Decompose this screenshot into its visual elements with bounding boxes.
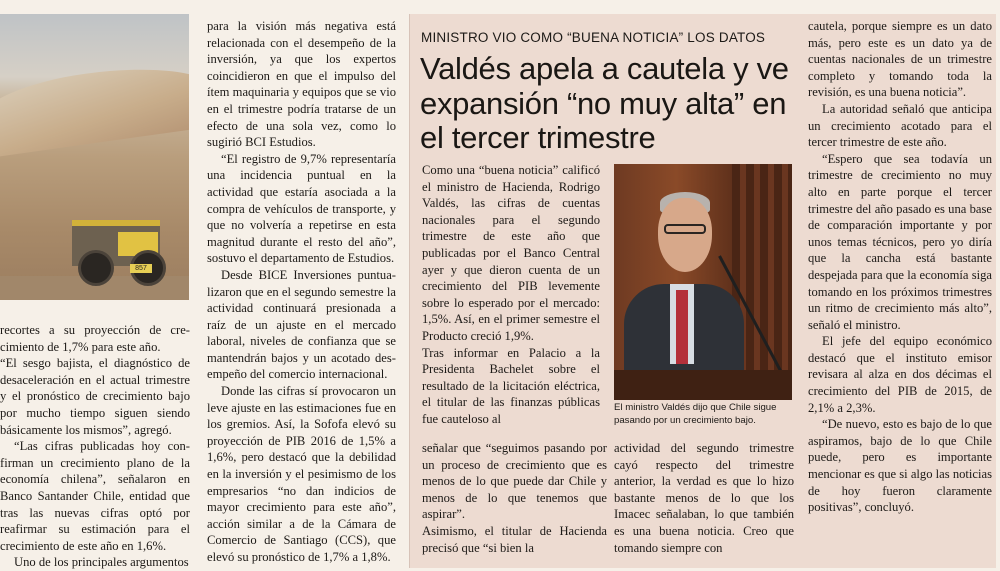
paragraph: “El sesgo bajista, el diagnóstico de desaceleración en el actual trimestre y el pronóstico de crecimiento bajo por mucho tiempo siguen siendo básicamente los mismos”, agregó. [0, 356, 190, 437]
minister-tie [676, 290, 688, 364]
right-article-column-3 [808, 18, 992, 516]
paragraph: cautela, porque siempre es un dato más, pero este es un dato ya de cuentas nacionales de un trimestre completo y tomando toda la revisión, es una buena noticia”. [808, 19, 992, 100]
desk [614, 370, 792, 400]
left-article-column-2 [207, 18, 396, 566]
minister-face [658, 198, 712, 272]
paragraph: Donde las cifras sí provocaron un leve ajuste en las estimaciones fue en los gremios. Así, la Sofofa elevó su proyección de PIB 2016 de 1,5% a 1,6%, pero destacó que la debilidad en la inversión y el pesimismo de los empresarios “no dan indicios de mayor crecimiento para este año”, acción similar a de la Cámara de Comercio de Santiago (CCS), que elevó su pronóstico de 1,7% a 1,8%. [207, 384, 396, 564]
mine-pit-slope [0, 56, 189, 159]
right-article-column-1-bottom [422, 440, 607, 556]
mine-truck-photo [0, 14, 189, 300]
paragraph: “Espero que sea todavía un trimestre de crecimiento no muy alto en parte porque el tercer trimestre del año pasado es una base de comparación importante y por unos temas técnicos, pero yo diría que la cancha está bastante despejada para que la economía siga tomando en los próximos trimestres un ritmo de crecimiento más alto”, señaló el ministro. [808, 151, 992, 332]
paragraph: para la visión más negativa está relacionada con el desempeño de la inversión, ya que los expertos coincidieron en que el impulso del ítem maquinaria y equipos que se vio en el trimestre podría tratarse de un efecto de una sola vez, como lo sugirió BCI Estudios. [207, 19, 396, 150]
minister-glasses [664, 224, 706, 234]
right-article-column-2 [614, 440, 794, 556]
paragraph: “De nuevo, esto es bajo de lo que aspiramos, bajo de lo que Chile puede, pero es importante mencionar es que si algo las noticias de hoy fueron claramente positivas”, concluyó. [808, 417, 992, 515]
truck-number-plate: 857 [130, 264, 152, 273]
article-kicker: MINISTRO VIO COMO “BUENA NOTICIA” LOS DATOS [421, 30, 766, 45]
paragraph: actividad del segundo trimestre cayó respecto del trimestre anterior, la verdad es que lo hizo bastante menos de lo que los Imacec señalaban, lo que también es una buena noticia. Creo que tomando siempre con [614, 441, 794, 555]
right-article-column-1 [422, 162, 600, 428]
paragraph: “Las cifras publicadas hoy confirman un crecimiento plano de la economía chilena”, señalaron en Banco Santander Chile, entidad que tras las nuevas cifras optó por reafirmar su estimación para el crecimiento de este año en 1,6%. [0, 439, 190, 553]
paragraph: Tras informar en Palacio a la Presidenta Bachelet sobre el resultado de la licitación eléctrica, el titular de las finanzas públicas fue cauteloso al [422, 345, 600, 426]
article-headline: Valdés apela a cautela y ve expansión “no muy alta” en el tercer trimestre [420, 51, 789, 155]
paragraph: El jefe del equipo económico destacó que el instituto emisor revisara al alza en dos décimas el crecimiento del PIB de 2015, de 2,1% a 2,3%. [808, 334, 992, 415]
photo-caption: El ministro Valdés dijo que Chile sigue pasando por un crecimiento bajo. [614, 402, 777, 426]
left-article-column-1 [0, 322, 190, 571]
paragraph: Como una “buena noticia” calificó el ministro de Hacienda, Rodrigo Valdés, las cifras de cuentas nacionales para el segundo trimestre de este año que publicadas por el Banco Central ayer y que dieron cuenta de un crecimiento del PIB levemente sobre lo esperado por el mercado: 1,5%. Así, en el primer semestre el Producto creció 1,9%. [422, 163, 600, 343]
paragraph: La autoridad señaló que anticipa un crecimiento acotado para el tercer trimestre de este año. [808, 101, 992, 150]
paragraph: Uno de los principales argumentos [14, 555, 189, 570]
paragraph: Desde BICE Inversiones puntualizaron que en el segundo semestre la actividad continuará presionada a raíz de un ajuste en el mercado laboral, niveles de confianza que se mantendrán bajos y un acotado desempeño del comercio internacional. [207, 267, 396, 382]
paragraph: “El registro de 9,7% representaría una incidencia puntual en la actividad que estaría asociada a la compra de vehículos de transporte, y que no volvería a repetirse en esta magnitud durante el resto del año”, sostuvo el departamento de Estudios. [207, 151, 396, 266]
paragraph: señalar que “seguimos pasando por un proceso de crecimiento que es menos de lo que puede dar Chile y menos de lo que tenemos que aspirar”. [422, 441, 607, 522]
minister-valdes-photo [614, 164, 792, 400]
paragraph: Asimismo, el titular de Hacienda precisó que “si bien la [422, 523, 607, 555]
truck-wheel [78, 250, 114, 286]
paragraph: recortes a su proyección de crecimiento de 1,7% para este año. [0, 323, 190, 354]
